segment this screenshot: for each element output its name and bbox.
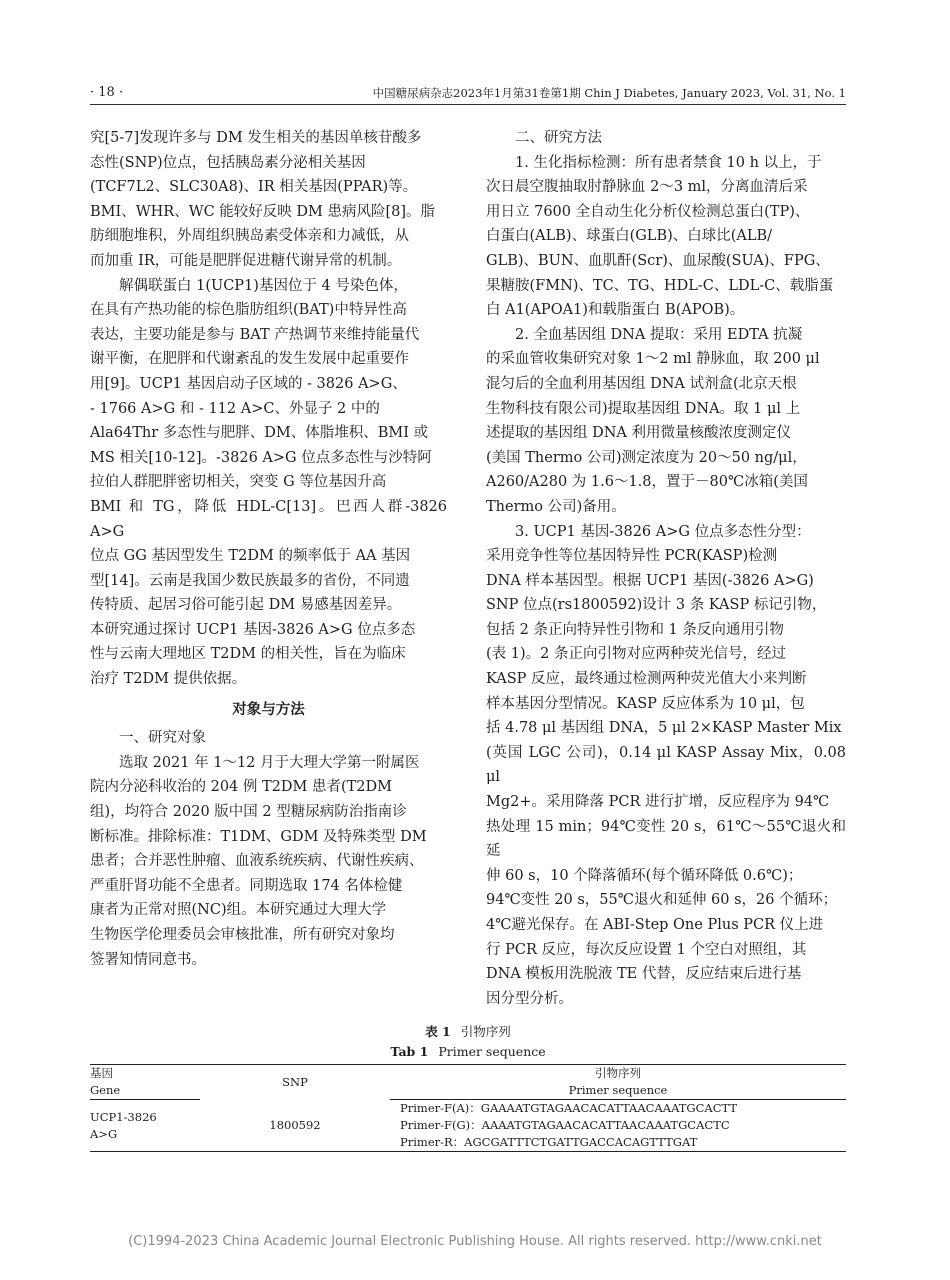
text-line: 而加重 IR，可能是肥胖促进糖代谢异常的机制。 <box>90 252 402 269</box>
subsection-title-1: 一、研究对象 <box>119 730 206 747</box>
text-line: 行 PCR 反应，每次反应设置 1 个空白对照组，其 <box>486 941 807 958</box>
primer-table <box>90 1064 846 1152</box>
primer-seq: Primer-F(G)：AAAATGTAGAACACATTAACAAATGCACTC <box>400 1118 730 1132</box>
table-caption-cn <box>90 1022 846 1040</box>
text-line: Mg2+。采用降落 PCR 进行扩增，反应程序为 94℃ <box>486 794 830 811</box>
paragraph-4 <box>486 151 846 323</box>
header-gene-en: Gene <box>90 1082 200 1100</box>
text-line: 传特质、起居习俗可能引起 DM 易感基因差异。 <box>90 597 402 614</box>
text-line: 用日立 7600 全自动生化分析仪检测总蛋白(TP)、 <box>486 203 810 220</box>
gene-line: UCP1-3826 <box>90 1109 157 1124</box>
text-line: 因分型分析。 <box>486 990 573 1007</box>
text-line: 2. 全血基因组 DNA 提取：采用 EDTA 抗凝 <box>515 326 803 343</box>
text-line: BMI、WHR、WC 能较好反映 DM 患病风险[8]。脂 <box>90 203 436 220</box>
text-line: 谢平衡，在肥胖和代谢紊乱的发生发展中起重要作 <box>90 351 409 368</box>
header-snp: SNP <box>200 1065 390 1100</box>
page-number: · 18 · <box>90 85 124 100</box>
text-line: KASP 反应，最终通过检测两种荧光值大小来判断 <box>486 671 807 688</box>
text-line: 用[9]。UCP1 基因启动子区域的 - 3826 A>G、 <box>90 375 407 392</box>
text-line: 康者为正常对照(NC)组。本研究通过大理大学 <box>90 902 387 919</box>
text-line: (英国 LGC 公司)，0.14 μl KASP Assay Mix，0.08 μl <box>486 744 846 786</box>
header-seq-cn: 引物序列 <box>390 1065 846 1083</box>
text-line: 位点 GG 基因型发生 T2DM 的频率低于 AA 基因 <box>90 548 411 565</box>
text-line: 究[5-7]发现许多与 DM 发生相关的基因单核苷酸多 <box>90 130 422 146</box>
running-header <box>90 84 846 102</box>
table-label-cn: 表 1 <box>425 1024 451 1039</box>
copyright-footer: (C)1994-2023 China Academic Journal Electronic Publishing House. All rights reserved. http://www.cnki.net <box>128 1234 822 1249</box>
text-line: 1. 生化指标检测：所有患者禁食 10 h 以上，于 <box>515 154 822 171</box>
text-line: 解偶联蛋白 1(UCP1)基因位于 4 号染色体， <box>119 277 408 294</box>
journal-citation: 中国糖尿病杂志2023年1月第31卷第1期 Chin J Diabetes, January 2023, Vol. 31, No. 1 <box>372 86 846 100</box>
text-line: DNA 样本基因型。根据 UCP1 基因(-3826 A>G) <box>486 572 814 589</box>
text-line: 次日晨空腹抽取肘静脉血 2～3 ml，分离血清后采 <box>486 179 808 196</box>
text-line: 4℃避光保存。在 ABI-Step One Plus PCR 仪上进 <box>486 917 824 933</box>
text-line: 白 A1(APOA1)和载脂蛋白 B(APOB)。 <box>486 302 745 319</box>
cell-snp: 1800592 <box>200 1100 390 1152</box>
text-line: 括 4.78 μl 基因组 DNA，5 μl 2×KASP Master Mix <box>486 720 842 737</box>
text-line: 性与云南大理地区 T2DM 的相关性，旨在为临床 <box>90 646 406 663</box>
text-line: (TCF7L2、SLC30A8)、IR 相关基因(PPAR)等。 <box>90 179 418 196</box>
paragraph-5 <box>486 323 846 520</box>
text-line: 包括 2 条正向特异性引物和 1 条反向通用引物 <box>486 621 784 638</box>
text-line: 述提取的基因组 DNA 利用微量核酸浓度测定仪 <box>486 425 792 442</box>
text-line: 样本基因分型情况。KASP 反应体系为 10 μl，包 <box>486 695 805 712</box>
text-line: - 1766 A>G 和 - 112 A>C、外显子 2 中的 <box>90 400 380 417</box>
text-line: 3. UCP1 基因-3826 A>G 位点多态性分型： <box>515 523 811 540</box>
text-line: 表达，主要功能是参与 BAT 产热调节来维持能量代 <box>90 326 420 343</box>
text-line: 伸 60 s，10 个降落循环(每个循环降低 0.6℃)； <box>486 867 803 884</box>
paragraph-1 <box>90 126 447 274</box>
text-line: 患者；合并恶性肿瘤、血液系统疾病、代谢性疾病、 <box>90 853 424 870</box>
text-line: MS 相关[10-12]。-3826 A>G 位点多态性与沙特阿 <box>90 449 432 466</box>
text-line: 组)，均符合 2020 版中国 2 型糖尿病防治指南诊 <box>90 804 407 821</box>
text-line: 生物医学伦理委员会审核批准，所有研究对象均 <box>90 927 395 943</box>
paragraph-3 <box>90 751 447 972</box>
text-line: 本研究通过探讨 UCP1 基因-3826 A>G 位点多态 <box>90 621 416 638</box>
header-seq-en: Primer sequence <box>390 1082 846 1100</box>
text-line: 严重肝肾功能不全患者。同期选取 174 名体检健 <box>90 877 403 894</box>
text-line: Ala64Thr 多态性与肥胖、DM、体脂堆积、BMI 或 <box>90 425 429 442</box>
cell-gene <box>90 1100 200 1152</box>
text-line: Thermo 公司)备用。 <box>486 498 626 515</box>
text-line: 选取 2021 年 1～12 月于大理大学第一附属医 <box>119 754 420 771</box>
header-gene-cn: 基因 <box>90 1065 200 1083</box>
text-line: 断标准。排除标准：T1DM、GDM 及特殊类型 DM <box>90 828 427 845</box>
text-line: 态性(SNP)位点，包括胰岛素分泌相关基因 <box>90 154 366 171</box>
primer-seq: Primer-F(A)：GAAAATGTAGAACACATTAACAAATGCACTT <box>400 1101 738 1115</box>
text-line: 热处理 15 min；94℃变性 20 s，61℃～55℃退火和延 <box>486 818 846 860</box>
text-line: DNA 模板用洗脱液 TE 代替，反应结束后进行基 <box>486 966 802 983</box>
text-line: 94℃变性 20 s，55℃退火和延伸 60 s，26 个循环； <box>486 892 838 909</box>
table-caption-en <box>90 1044 846 1059</box>
table-label-en: Tab 1 <box>390 1044 429 1059</box>
section-title: 对象与方法 <box>232 700 305 718</box>
text-line: 肪细胞堆积，外周组织胰岛素受体亲和力减低，从 <box>90 228 409 245</box>
text-line: 在具有产热功能的棕色脂肪组织(BAT)中特异性高 <box>90 302 407 319</box>
text-line: 型[14]。云南是我国少数民族最多的省份，不同遗 <box>90 572 410 589</box>
text-line: 采用竞争性等位基因特异性 PCR(KASP)检测 <box>486 548 778 565</box>
text-line: 院内分泌科收治的 204 例 T2DM 患者(T2DM <box>90 779 393 796</box>
text-line: (表 1)。2 条正向引物对应两种荧光信号，经过 <box>486 646 786 663</box>
primer-seq: Primer-R：AGCGATTTCTGATTGACCACAGTTTGAT <box>400 1135 698 1149</box>
right-column <box>486 126 846 1011</box>
text-line: 签署知情同意书。 <box>90 951 206 968</box>
text-line: 白蛋白(ALB)、球蛋白(GLB)、白球比(ALB/ <box>486 228 773 245</box>
text-line: A260/A280 为 1.6～1.8，置于－80℃冰箱(美国 <box>486 474 808 491</box>
header-rule <box>90 104 846 105</box>
text-line: 生物科技有限公司)提取基因组 DNA。取 1 μl 上 <box>486 400 801 417</box>
paragraph-2 <box>90 274 447 692</box>
paragraph-6 <box>486 520 846 1012</box>
table-header-row <box>90 1065 846 1083</box>
table-row <box>90 1100 846 1152</box>
table-title-cn: 引物序列 <box>460 1024 511 1039</box>
text-line: (美国 Thermo 公司)测定浓度为 20～50 ng/μl， <box>486 449 807 466</box>
subsection-title-2: 二、研究方法 <box>515 130 602 146</box>
text-line: 拉伯人群肥胖密切相关，突变 G 等位基因升高 <box>90 474 387 491</box>
cell-primer-seqs <box>390 1100 846 1152</box>
text-line: 混匀后的全血利用基因组 DNA 试剂盒(北京天根 <box>486 375 797 392</box>
text-line: 治疗 T2DM 提供依据。 <box>90 671 247 688</box>
text-line: 的采血管收集研究对象 1～2 ml 静脉血，取 200 μl <box>486 351 820 368</box>
gene-line: A>G <box>90 1126 118 1141</box>
table-title-en: Primer sequence <box>438 1044 546 1059</box>
text-line: GLB)、BUN、血肌酐(Scr)、血尿酸(SUA)、FPG、 <box>486 252 830 269</box>
left-column <box>90 126 447 972</box>
text-line: SNP 位点(rs1800592)设计 3 条 KASP 标记引物， <box>486 597 827 614</box>
text-line: 果糖胺(FMN)、TC、TG、HDL-C、LDL-C、载脂蛋 <box>486 277 834 294</box>
text-line: BMI 和 TG，降低 HDL-C[13]。巴西人群-3826 A>G <box>90 498 447 540</box>
